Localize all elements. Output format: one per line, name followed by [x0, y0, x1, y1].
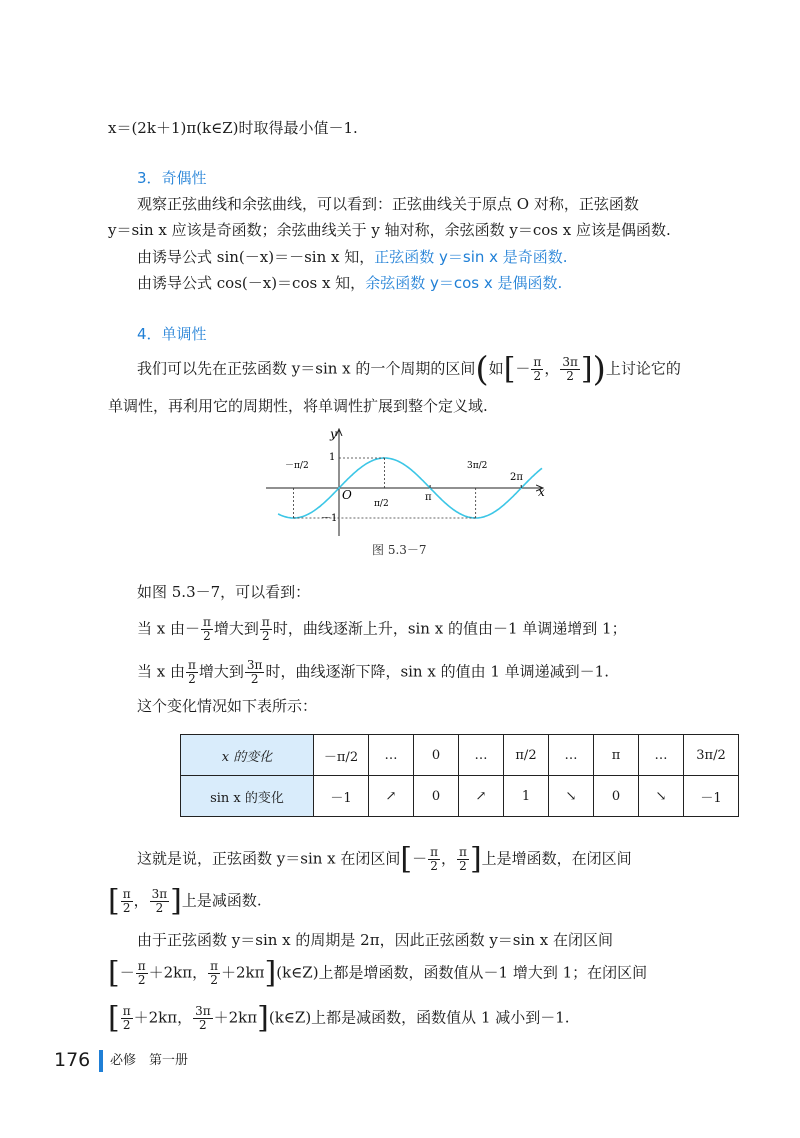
frac-den: 2 — [566, 369, 574, 383]
paren-open: ( — [475, 349, 489, 390]
frac-den: 2 — [155, 901, 164, 915]
table-cell: ↘ — [639, 776, 684, 817]
plus-2kpi: ＋2kπ， — [148, 963, 208, 982]
table-cell: … — [639, 735, 684, 776]
y-tick-neg-one: －1 — [321, 513, 338, 524]
fraction-pi-over-2 — [208, 960, 220, 987]
fraction-pi-over-2 — [260, 616, 272, 643]
x-tick-two-pi: 2π — [510, 472, 523, 483]
bracket-close: ] — [264, 955, 277, 991]
bracket-open: [ — [108, 1000, 120, 1036]
table-cell: 1 — [504, 776, 549, 817]
frac-num: π — [203, 615, 211, 629]
table-cell: … — [549, 735, 594, 776]
frac-den: 2 — [122, 901, 131, 915]
concl-text-b: 上是增函数，在闭区间 — [481, 849, 632, 868]
x-tick-neg-half-pi: －π/2 — [285, 461, 309, 471]
frac-num: π — [122, 1004, 131, 1018]
s4-p1-ru: 如 — [488, 359, 504, 378]
frac-num: π — [137, 959, 146, 973]
bracket-close: ] — [170, 883, 182, 919]
frac-num: π — [188, 658, 196, 672]
s3-sin-odd-text: 由诱导公式 sin(－x)＝－sin x 知， — [137, 248, 375, 266]
table-row-sin — [181, 776, 739, 817]
decreasing-line — [137, 659, 609, 686]
table-cell: … — [459, 735, 504, 776]
s4-paragraph-line-1 — [137, 349, 681, 390]
frac-den: 2 — [210, 973, 218, 987]
observation-intro: 如图 5.3－7，可以看到： — [137, 583, 311, 601]
s3-cos-even-line — [137, 271, 562, 295]
text-line-min-value: x＝(2k＋1)π(k∈Z)时取得最小值－1. — [108, 119, 358, 137]
concl-text-c: 上是减函数. — [181, 891, 262, 910]
footer-accent-bar — [99, 1050, 103, 1072]
fraction-3pi-over-2 — [245, 659, 265, 686]
table-cell: … — [369, 735, 414, 776]
frac-den: 2 — [459, 859, 467, 873]
table-cell: －1 — [314, 776, 369, 817]
frac-den: 2 — [122, 1018, 131, 1032]
frac-den: 2 — [262, 629, 270, 643]
minus-sign: － — [119, 963, 135, 982]
comma: ， — [441, 849, 457, 868]
fraction-pi-over-2 — [121, 888, 133, 915]
inc-text-a: 当 x 由 — [137, 619, 185, 638]
x-tick-half-pi: π/2 — [374, 499, 389, 509]
x-tick-three-half-pi: 3π/2 — [467, 461, 488, 471]
frac-num: π — [533, 355, 542, 369]
comma: ， — [544, 359, 560, 378]
frac-num: π — [459, 845, 467, 859]
table-cell: π — [594, 735, 639, 776]
minus-sign: － — [515, 359, 531, 378]
frac-num: π — [122, 887, 131, 901]
table-header-x: x 的变化 — [181, 735, 314, 776]
frac-num: π — [261, 615, 270, 629]
x-axis-label: x — [538, 485, 545, 499]
origin-label: O — [342, 488, 352, 502]
table-cell: ↘ — [549, 776, 594, 817]
x-tick-pi: π — [425, 492, 432, 503]
minus-sign: － — [412, 849, 428, 868]
bracket-open: [ — [503, 351, 516, 387]
fraction-pi-over-2 — [121, 1005, 133, 1032]
table-cell: ↗ — [369, 776, 414, 817]
section-4-heading: 4．单调性 — [137, 325, 207, 343]
paren-close: ) — [592, 349, 606, 390]
table-cell: －π/2 — [314, 735, 369, 776]
dec-text-c: 时，曲线逐渐下降，sin x 的值由 1 单调递减到－1. — [265, 662, 609, 681]
frac-num: π — [430, 845, 439, 859]
y-axis-label: y — [330, 427, 337, 441]
minus-sign: － — [185, 619, 201, 638]
inc-text-c: 时，曲线逐渐上升，sin x 的值由－1 单调递增到 1； — [272, 619, 627, 638]
fraction-3pi-over-2 — [193, 1005, 213, 1032]
s3-sin-odd-line — [137, 245, 568, 269]
table-header-sin: sin x 的变化 — [181, 776, 314, 817]
s4-p1-tail: 上讨论它的 — [605, 359, 681, 378]
frac-num: π — [210, 959, 219, 973]
conclusion-line-1 — [137, 841, 632, 877]
plus-2kpi: ＋2kπ — [213, 1008, 258, 1027]
table-intro: 这个变化情况如下表所示： — [137, 697, 318, 715]
bracket-close: ] — [469, 841, 482, 877]
fraction-pi-over-2 — [428, 846, 440, 873]
section-3-heading: 3．奇偶性 — [137, 169, 207, 187]
book-title: 必修 第一册 — [110, 1053, 189, 1068]
s3-paragraph-line-2: y＝sin x 应该是奇函数；余弦曲线关于 y 轴对称，余弦函数 y＝cos x 应该是偶函数. — [108, 221, 671, 239]
plus-2kpi: ＋2kπ， — [133, 1008, 193, 1027]
bracket-close: ] — [257, 1000, 269, 1036]
frac-num: 3π — [562, 355, 578, 369]
bracket-open: [ — [108, 955, 120, 991]
frac-den: 2 — [533, 369, 542, 383]
dec-text-a: 当 x 由 — [137, 662, 185, 681]
period-text-b3: (k∈Z)上都是增函数，函数值从－1 增大到 1；在闭区间 — [276, 963, 648, 982]
frac-den: 2 — [203, 629, 211, 643]
fraction-pi-over-2 — [136, 960, 148, 987]
figure-caption: 图 5.3－7 — [372, 543, 427, 557]
fraction-pi-over-2 — [186, 659, 198, 686]
bracket-close: ] — [580, 351, 593, 387]
table-cell: 0 — [414, 735, 459, 776]
period-line-2 — [108, 955, 648, 991]
s4-p1-text: 我们可以先在正弦函数 y＝sin x 的一个周期的区间 — [137, 359, 476, 378]
table-cell: －1 — [684, 776, 739, 817]
increasing-line — [137, 616, 627, 643]
frac-den: 2 — [137, 973, 146, 987]
table-cell: 3π/2 — [684, 735, 739, 776]
s4-paragraph-line-2: 单调性，再利用它的周期性，将单调性扩展到整个定义域. — [108, 397, 488, 415]
fraction-pi-over-2 — [531, 356, 543, 383]
comma: ， — [133, 891, 149, 910]
frac-den: 2 — [188, 672, 196, 686]
plus-2kpi: ＋2kπ — [221, 963, 265, 982]
frac-den: 2 — [430, 859, 438, 873]
conclusion-line-2 — [108, 883, 262, 919]
dec-text-b: 增大到 — [198, 662, 244, 681]
period-text-c3: (k∈Z)上都是减函数，函数值从 1 减小到－1. — [268, 1008, 570, 1027]
s3-sin-odd-emphasis: 正弦函数 y＝sin x 是奇函数. — [374, 248, 568, 266]
s3-cos-even-text: 由诱导公式 cos(－x)＝cos x 知， — [137, 274, 366, 292]
period-line-3 — [108, 1000, 570, 1036]
frac-den: 2 — [250, 672, 259, 686]
fraction-pi-over-2 — [457, 846, 469, 873]
inc-text-b: 增大到 — [213, 619, 259, 638]
table-row-x — [181, 735, 739, 776]
fraction-pi-over-2 — [201, 616, 213, 643]
fraction-3pi-over-2 — [560, 356, 580, 383]
period-line-1: 由于正弦函数 y＝sin x 的周期是 2π，因此正弦函数 y＝sin x 在闭区间 — [137, 931, 613, 949]
concl-text-a: 这就是说，正弦函数 y＝sin x 在闭区间 — [137, 849, 401, 868]
frac-den: 2 — [199, 1018, 207, 1032]
frac-num: 3π — [246, 658, 263, 672]
s3-paragraph-line-1: 观察正弦曲线和余弦曲线，可以看到：正弦曲线关于原点 O 对称，正弦函数 — [137, 195, 639, 213]
table-cell: ↗ — [459, 776, 504, 817]
table-cell: 0 — [414, 776, 459, 817]
variation-table — [180, 734, 739, 817]
s3-cos-even-emphasis: 余弦函数 y＝cos x 是偶函数. — [365, 274, 563, 292]
fraction-3pi-over-2 — [150, 888, 170, 915]
sine-graph — [262, 424, 552, 540]
table-cell: π/2 — [504, 735, 549, 776]
frac-num: 3π — [195, 1004, 211, 1018]
frac-num: 3π — [151, 887, 168, 901]
page-number: 176 — [54, 1049, 91, 1071]
table-cell: 0 — [594, 776, 639, 817]
bracket-open: [ — [400, 841, 413, 877]
y-tick-one: 1 — [329, 452, 336, 463]
bracket-open: [ — [108, 883, 120, 919]
